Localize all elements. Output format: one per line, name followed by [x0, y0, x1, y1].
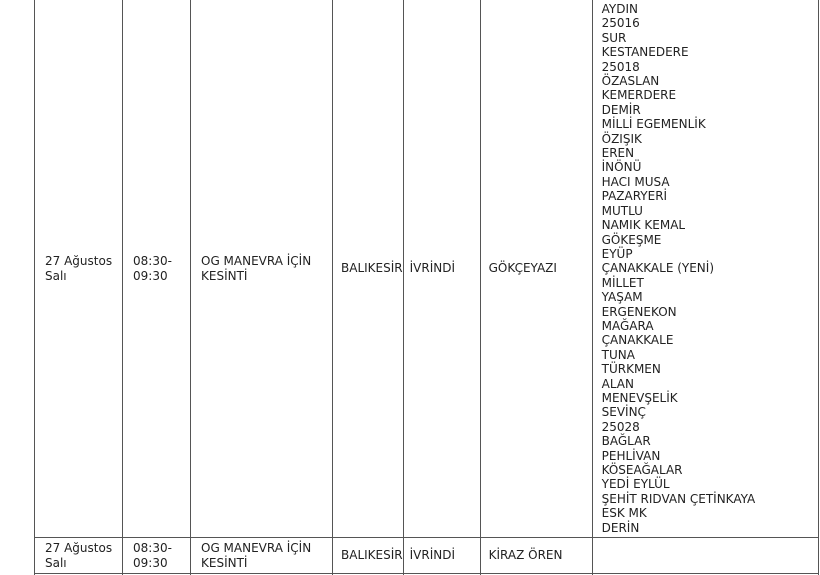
- street-item: AYDIN: [601, 2, 638, 16]
- reason-cell: OG MANEVRA İÇİN KESİNTİ: [191, 538, 333, 574]
- time-cell: 08:30-09:30: [123, 0, 191, 538]
- district-cell: İVRİNDİ: [403, 538, 480, 574]
- district-cell: İVRİNDİ: [403, 0, 480, 538]
- street-item: EYÜP: [601, 246, 633, 261]
- street-item: DERİN: [601, 520, 640, 535]
- street-item: MİLLET: [601, 275, 644, 290]
- street-item: ÇANAKKALE (YENİ): [601, 261, 715, 276]
- table-row: [35, 538, 819, 574]
- street-item: MUTLU: [601, 203, 643, 218]
- street-item: TUNA: [601, 347, 635, 362]
- streets-cell: [592, 538, 818, 574]
- street-item: ERGENEKON: [601, 304, 677, 319]
- street-item: EREN: [601, 146, 635, 161]
- reason-cell: OG MANEVRA İÇİN KESİNTİ: [191, 0, 333, 538]
- street-item: KESTANEDERE: [601, 45, 689, 60]
- street-item: PAZARYERİ: [601, 189, 668, 204]
- province-cell: BALIKESİR: [333, 538, 404, 574]
- street-item: 25028: [601, 419, 640, 434]
- street-item: ÇANAKKALE: [601, 333, 674, 348]
- street-item: KÖSEAĞALAR: [601, 463, 683, 477]
- street-item: ALAN: [601, 376, 634, 391]
- street-item: ŞEHİT RIDVAN ÇETİNKAYA: [601, 491, 756, 506]
- street-item: 25016: [601, 16, 640, 31]
- street-item: YAŞAM: [601, 290, 643, 305]
- street-item: KEMERDERE: [601, 88, 677, 103]
- street-item: NAMIK KEMAL: [601, 218, 686, 233]
- date-cell: 27 Ağustos Salı: [35, 538, 123, 574]
- street-item: ESK MK: [601, 506, 647, 521]
- street-list: [602, 2, 818, 535]
- street-item: MİLLİ EGEMENLİK: [601, 117, 706, 132]
- province-cell: BALIKESİR: [333, 0, 404, 538]
- street-item: DEMİR: [601, 102, 641, 117]
- streets-cell: [592, 0, 818, 538]
- street-item: PEHLİVAN: [601, 448, 661, 463]
- street-item: HACI MUSA: [601, 174, 670, 189]
- date-cell: 27 Ağustos Salı: [35, 0, 123, 538]
- street-item: YEDİ EYLÜL: [601, 477, 670, 492]
- neighborhood-cell: KİRAZ ÖREN: [480, 538, 592, 574]
- street-item: İNÖNÜ: [601, 160, 642, 175]
- street-item: BAĞLAR: [601, 434, 651, 449]
- street-item: SEVİNÇ: [601, 405, 646, 420]
- street-item: SUR: [601, 30, 627, 45]
- street-item: TÜRKMEN: [601, 362, 661, 377]
- outage-schedule-table: [34, 0, 819, 575]
- street-item: MAĞARA: [601, 318, 654, 333]
- neighborhood-cell: GÖKÇEYAZI: [480, 0, 592, 538]
- street-item: ÖZASLAN: [601, 74, 660, 89]
- street-item: MENEVŞELİK: [601, 390, 678, 405]
- street-item: ÖZIŞIK: [601, 131, 642, 146]
- street-item: 25018: [601, 59, 640, 74]
- time-cell: 08:30-09:30: [123, 538, 191, 574]
- street-item: GÖKEŞME: [601, 232, 662, 247]
- table-row: [35, 0, 819, 538]
